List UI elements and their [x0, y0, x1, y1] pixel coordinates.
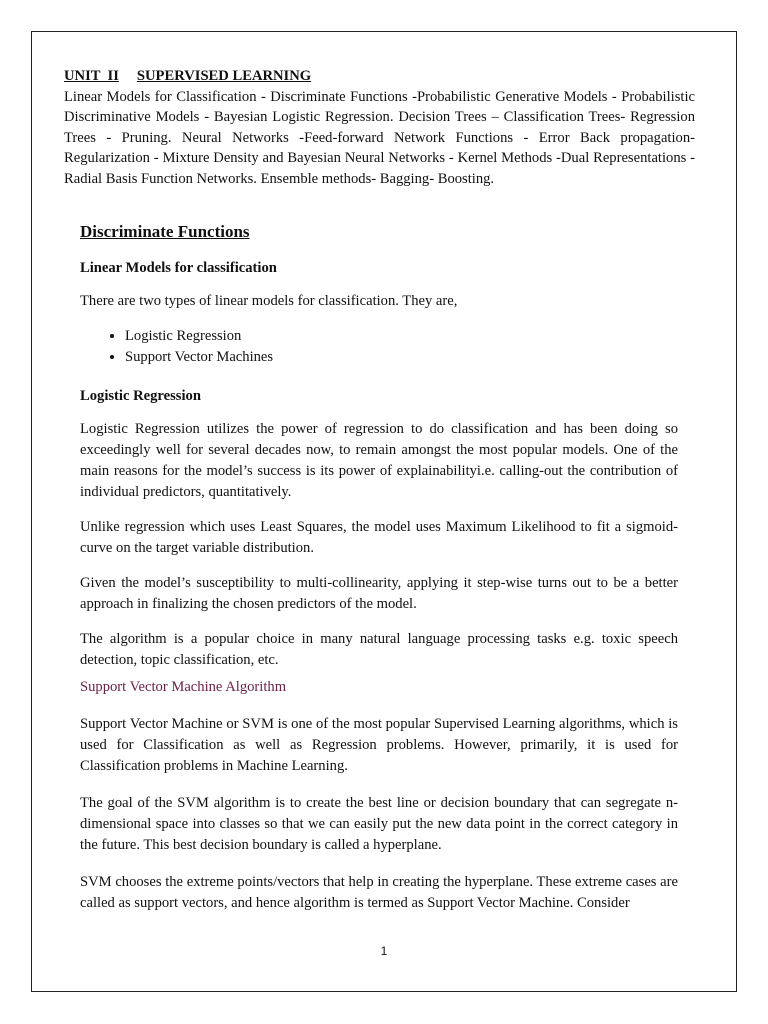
syllabus-text: Linear Models for Classification - Discriminate Functions -Probabilistic Generative Models - Probabilistic Discriminative Models - Bayesian Logistic Regression. Decision Trees – Classification Trees- Regression Trees - Pruning. Neural Networks -Feed-forward Network Functions - Error Back propagation- Regularization - Mixture Density and Bayesian Neural Networks - Kernel Methods -Dual Representations - Radial Basis Function Networks. Ensemble methods- Bagging- Boosting. — [64, 88, 695, 187]
unit-subject: SUPERVISED LEARNING — [136, 68, 312, 84]
logistic-paragraph: Logistic Regression utilizes the power of regression to do classification and has been doing so exceedingly well for several decades now, to remain amongst the most popular models. One of the main reasons for the model’s success is its power of explainabilityi.e. calling-out the contribution of individual predictors, quantitatively. — [80, 421, 678, 500]
svm-paragraph: SVM chooses the extreme points/vectors that help in creating the hyperplane. These extreme cases are called as support vectors, and hence algorithm is termed as Support Vector Machine. Consider — [80, 874, 678, 911]
logistic-paragraph: Unlike regression which uses Least Squares, the model uses Maximum Likelihood to fit a sigmoid-curve on the target variable distribution. — [80, 519, 678, 556]
svm-paragraph: Support Vector Machine or SVM is one of the most popular Supervised Learning algorithms, which is used for Classification as well as Regression problems. However, primarily, it is used for Classification problems in Machine Learning. — [80, 716, 678, 774]
model-types-list — [80, 326, 678, 368]
page-number: 1 — [380, 944, 388, 958]
intro-paragraph: There are two types of linear models for classification. They are, — [80, 293, 458, 309]
logistic-paragraph: The algorithm is a popular choice in many natural language processing tasks e.g. toxic speech detection, topic classification, etc. — [80, 631, 678, 668]
main-content — [80, 220, 678, 928]
list-item: • Support Vector Machines — [125, 347, 678, 368]
unit-header — [64, 66, 695, 189]
unit-number: UNIT II — [64, 68, 119, 84]
logistic-paragraph: Given the model’s susceptibility to multi-collinearity, applying it step-wise turns out to be a better approach in finalizing the chosen predictors of the model. — [80, 575, 678, 612]
svm-heading: Support Vector Machine Algorithm — [80, 679, 287, 695]
svm-paragraph: The goal of the SVM algorithm is to create the best line or decision boundary that can segregate n-dimensional space into classes so that we can easily put the new data point in the correct category in the future. This best decision boundary is called a hyperplane. — [80, 795, 678, 853]
linear-models-heading: Linear Models for classification — [80, 260, 277, 276]
logistic-regression-heading: Logistic Regression — [80, 388, 201, 404]
list-item: • Logistic Regression — [125, 326, 678, 347]
section-title: Discriminate Functions — [80, 222, 250, 241]
